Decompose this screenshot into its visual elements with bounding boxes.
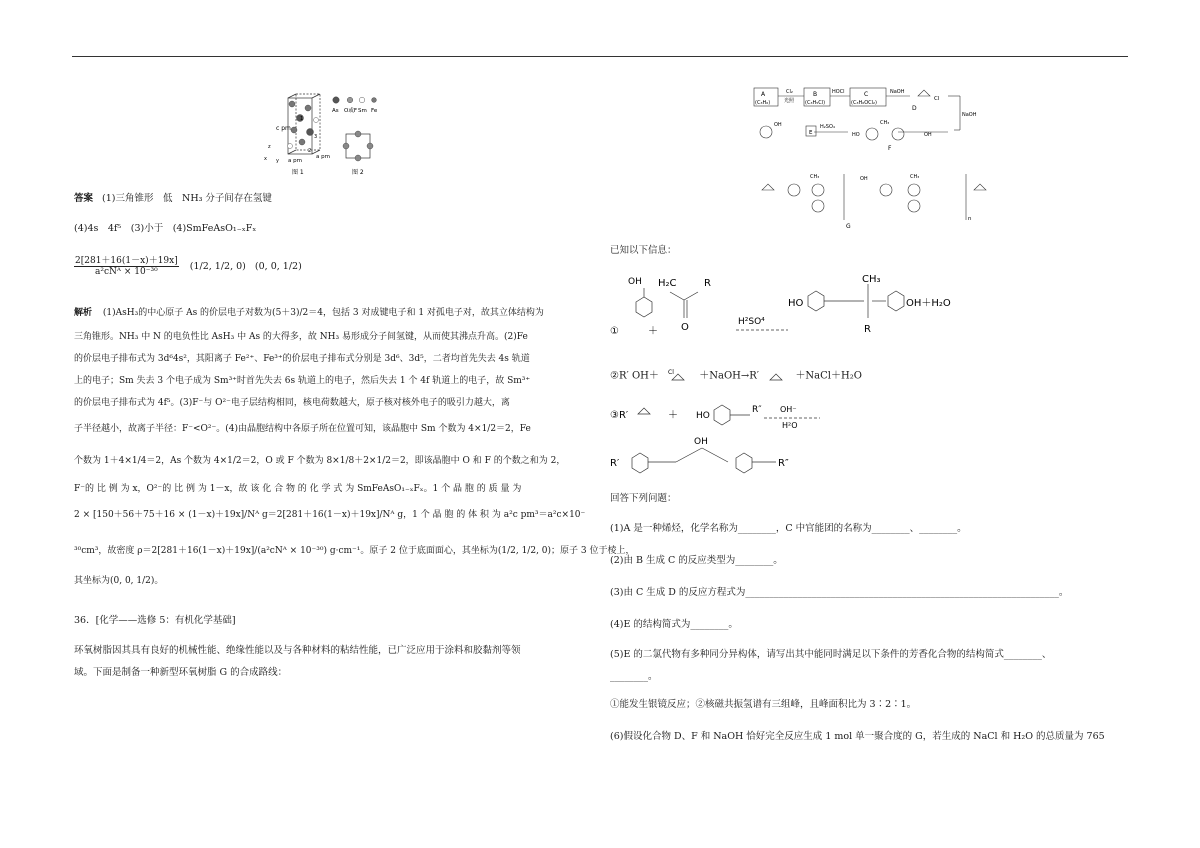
question-5c: ①能发生银镜反应；②核磁共振氢谱有三组峰，且峰面积比为 3∶2∶1。	[610, 699, 917, 710]
label-d: D	[912, 105, 917, 112]
box-a-formula: (C₃H₆)	[755, 100, 771, 106]
question-6: (6)假设化合物 D、F 和 NaOH 恰好完全反应生成 1 mol 单一聚合度的 G，若生成的 NaCl 和 H₂O 的总质量为 765	[610, 731, 1105, 742]
f-ch3: CH₃	[880, 120, 890, 126]
h2so4: H₂SO₄	[820, 124, 835, 130]
jiexi-line-0	[74, 306, 544, 320]
naoh-right: NaOH	[962, 112, 977, 118]
legend-as: As	[332, 108, 339, 114]
info1-cond: H²SO⁴	[738, 317, 765, 327]
question-1: (1)A 是一种烯烃，化学名称为________，C 中官能团的名称为________、________。	[610, 523, 967, 534]
box-c: C	[864, 91, 869, 98]
cond1-bot: 光照	[784, 98, 795, 104]
crystal-figure	[258, 90, 408, 178]
jiexi-line-9: ³⁰cm³，故密度 ρ＝2[281＋16(1－x)＋19x]/(a²cNᴬ × 10⁻³⁰) g·cm⁻¹。原子 2 位于底面面心，其坐标为(1/2, 1/2, 0)；原子 3 位于棱上，	[74, 546, 635, 556]
label-1: 1	[300, 116, 304, 122]
label-f: F	[888, 145, 892, 152]
answer-line3	[74, 256, 302, 277]
answer-line1	[74, 192, 272, 206]
info3-cond-bot: H²O	[782, 421, 798, 430]
info1-prod-r: R	[864, 324, 871, 335]
g-ch3-2: CH₃	[910, 174, 920, 180]
axis-c-label: c pm	[276, 125, 291, 132]
question-4: (4)E 的结构简式为________。	[610, 619, 738, 630]
jiexi-line-6: 个数为 1＋4×1/4＝2，As 个数为 4×1/2＝2，O 或 F 个数为 8×1/8＋2×1/2＝2，即该晶胞中 O 和 F 的个数之和为 2，	[74, 456, 566, 466]
box-b: B	[813, 91, 818, 98]
q36-intro-1: 环氧树脂因其具有良好的机械性能、绝缘性能以及与各种材料的粘结性能，已广泛应用于涂料和胶黏剂等领	[74, 645, 521, 656]
top-rule	[72, 56, 1128, 57]
info3-cond-top: OH⁻	[780, 405, 797, 414]
q36-title: 36．[化学——选修 5：有机化学基础]	[74, 615, 236, 626]
info1-label: ①	[610, 326, 619, 337]
label-3: 3	[314, 134, 318, 140]
label-2: 2	[308, 148, 312, 154]
jiexi-line-5: 子半径越小，故离子半径：F⁻<O²⁻。(4)由晶胞结构中各原子所在位置可知，该晶胞中 Sm 个数为 4×1/2＝2，Fe	[74, 424, 531, 434]
f-oh: OH	[924, 132, 932, 138]
synthesis-scheme	[748, 82, 988, 232]
fig1-caption: 图 1	[292, 169, 304, 176]
box-a: A	[761, 91, 766, 98]
info1-o: O	[681, 322, 689, 333]
label-g: G	[846, 223, 851, 230]
cond1-top: Cl₂	[786, 89, 793, 95]
f-ho: HO	[852, 132, 860, 138]
axis-y: y	[276, 158, 279, 164]
legend-of: O或F	[344, 108, 357, 114]
answer-coord2: (0, 0, 1/2)	[254, 261, 302, 272]
info1-r: R	[704, 278, 711, 289]
jiexi-line-4: 的价层电子排布式为 4f⁵。(3)F⁻与 O²⁻电子层结构相同，核电荷数越大，原子核对核外电子的吸引力越大，离	[74, 398, 510, 408]
info2-epichlorohydrin	[662, 368, 696, 384]
info2-epoxide	[762, 368, 792, 384]
g-oh: OH	[860, 176, 868, 182]
info3-prod-oh: OH	[694, 437, 708, 447]
jiexi-line-2: 的价层电子排布式为 3d⁶4s²，其阳离子 Fe²⁺、Fe³⁺的价层电子排布式分别是 3d⁶、3d⁵，二者均首先失去 4s 轨道	[74, 354, 530, 364]
axis-x: x	[264, 156, 267, 162]
question-2: (2)由 B 生成 C 的反应类型为________。	[610, 555, 783, 566]
legend-sm: Sm	[358, 108, 367, 114]
answer-text-1: (1)三角锥形 低 NH₃ 分子间存在氢键	[102, 193, 272, 204]
answer-line2: (4)4s 4f⁵ (3)小于 (4)SmFeAsO₁₋ₓFₓ	[74, 223, 257, 234]
jiexi-line-10: 其坐标为(0, 0, 1/2)。	[74, 576, 164, 586]
answer-coord1: (1/2, 1/2, 0)	[189, 261, 246, 272]
info1-h2c: H₂C	[658, 278, 677, 289]
question-5b: ________。	[610, 671, 658, 682]
answer-label: 答案	[74, 193, 94, 204]
q36-intro-2: 域。下面是制备一种新型环氧树脂 G 的合成路线：	[74, 667, 288, 678]
axis-a-side: a pm	[316, 154, 330, 160]
question-3: (3)由 C 生成 D 的反应方程式为__________________________________________________________________。	[610, 587, 1069, 598]
jiexi-line-7: F⁻的 比 例 为 x，O²⁻的 比 例 为 1－x，故 该 化 合 物 的 化 学 式 为 SmFeAsO₁₋ₓFₓ。1 个 晶 胞 的 质 量 为	[74, 484, 522, 494]
axis-a-bottom: a pm	[288, 158, 302, 164]
info3-ho: HO	[696, 411, 710, 421]
cond3: NaOH	[890, 89, 905, 95]
question-5a: (5)E 的二氯代物有多种同分异构体，请写出其中能同时满足以下条件的芳香化合物的结构简式________、	[610, 649, 1052, 660]
box-b-formula: (C₃H₅Cl)	[805, 100, 826, 106]
answer-fraction	[74, 256, 179, 277]
info3-reaction	[610, 398, 910, 474]
info3-prod-r1: R′	[610, 458, 620, 469]
info3-label: ③R′	[610, 410, 629, 421]
answer-prompt: 回答下列问题：	[610, 493, 677, 504]
info3-rpp: R″	[752, 405, 762, 415]
g-n: n	[968, 216, 972, 222]
axis-z: z	[268, 144, 271, 150]
info2-line	[610, 368, 862, 384]
info2-label: ②R′ OH＋	[610, 370, 659, 382]
info1-prod-ch3: CH₃	[862, 274, 881, 285]
jiexi-text-0: (1)AsH₃的中心原子 As 的价层电子对数为(5＋3)/2＝4，包括 3 对成键电子和 1 对孤电子对，故其立体结构为	[102, 308, 544, 318]
info2-mid: ＋NaOH→R′	[699, 370, 760, 382]
fig2-caption: 图 2	[352, 169, 364, 176]
phenol-oh: OH	[774, 122, 782, 128]
info2-tail: ＋NaCl＋H₂O	[795, 370, 862, 382]
label-e: E	[809, 130, 813, 136]
jiexi-line-8: 2 × [150＋56＋75＋16 × (1－x)＋19x]/Nᴬ g＝2[281＋16(1－x)＋19x]/Nᴬ g，1 个 晶 胞 的 体 积 为 a²c pm³＝a²c×10⁻	[74, 510, 586, 520]
known-info: 已知以下信息：	[610, 245, 677, 256]
info1-plus: ＋	[648, 326, 658, 337]
cond2: HOCl	[832, 89, 845, 95]
info2-cl: Cl	[668, 369, 674, 376]
answer-frac-num: 2[281＋16(1－x)＋19x]	[75, 256, 178, 266]
box-c-formula: (C₃H₆OCl₂)	[851, 100, 877, 106]
g-ch3-1: CH₃	[810, 174, 820, 180]
jiexi-line-1: 三角锥形。NH₃ 中 N 的电负性比 AsH₃ 中 As 的大得多，故 NH₃ 易形成分子间氢键，从而使其沸点升高。(2)Fe	[74, 332, 528, 342]
answer-frac-den: a²cNᴬ × 10⁻³⁰	[95, 267, 158, 277]
jiexi-label: 解析	[74, 308, 93, 318]
info1-reaction	[610, 272, 990, 342]
info1-phenol-oh: OH	[628, 277, 642, 287]
info3-prod-rpp: R″	[778, 458, 789, 469]
jiexi-line-3: 上的电子；Sm 失去 3 个电子成为 Sm³⁺时首先失去 6s 轨道上的电子，然后失去 1 个 4f 轨道上的电子，故 Sm³⁺	[74, 376, 531, 386]
legend-fe: Fe	[371, 108, 378, 114]
info1-prod-tail: OH＋H₂O	[906, 298, 951, 309]
info3-plus: ＋	[668, 410, 678, 421]
info1-prod-ho: HO	[788, 298, 804, 309]
label-cl: Cl	[934, 96, 940, 102]
